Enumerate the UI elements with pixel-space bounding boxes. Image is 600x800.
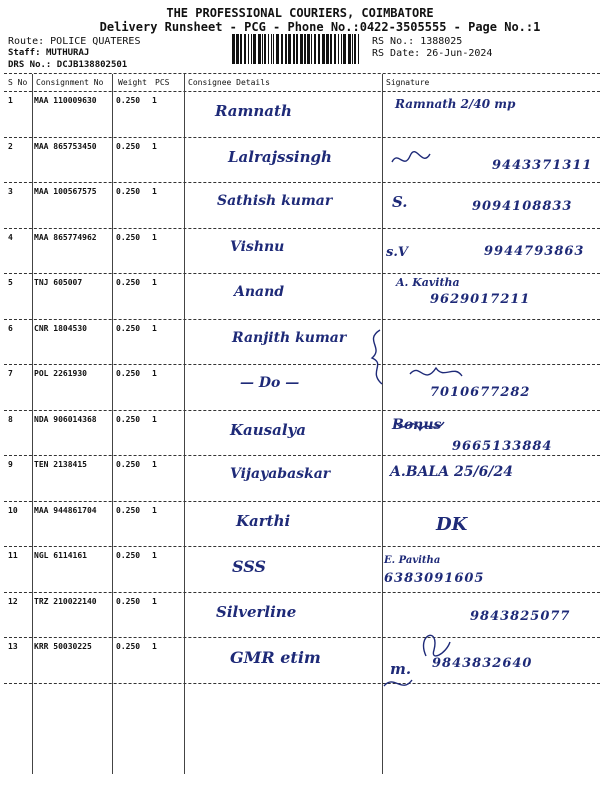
consignment-number: MAA 944861704 <box>34 505 97 515</box>
table-row <box>0 456 600 501</box>
serial-number: 6 <box>8 323 13 333</box>
signature-scribble <box>410 362 470 422</box>
route-line <box>8 36 140 47</box>
consignment-number: NDA 906014368 <box>34 414 97 424</box>
signature-text: m. <box>390 660 412 678</box>
signature-text: E. Pavitha <box>384 555 441 566</box>
pieces-count: 1 <box>152 232 157 242</box>
consignee-name: Ramnath <box>215 102 292 120</box>
serial-number: 8 <box>8 414 13 424</box>
weight-value: 0.250 <box>116 596 141 606</box>
weight-value: 0.250 <box>116 551 141 560</box>
col-sno-header: S No <box>8 78 28 87</box>
consignment-number: TRZ 210022140 <box>34 596 97 606</box>
table-row <box>0 320 600 365</box>
consignee-name: Vishnu <box>230 238 285 255</box>
weight-value: 0.250 <box>116 642 141 651</box>
phone-number: 9629017211 <box>430 292 531 307</box>
table-row <box>0 274 600 319</box>
serial-number: 10 <box>8 505 18 515</box>
consignee-name: Karthi <box>236 511 291 530</box>
col-signature-header: Signature <box>386 78 430 87</box>
signature-text: s.V <box>386 244 408 260</box>
consignment-number: MAA 865753450 <box>34 141 97 151</box>
table-row <box>0 365 600 410</box>
consignment-number: TEN 2138415 <box>34 460 87 469</box>
serial-number: 13 <box>8 642 18 651</box>
pieces-count: 1 <box>152 369 157 378</box>
pieces-count: 1 <box>152 460 157 469</box>
phone-number: 9843832640 <box>432 656 533 671</box>
drs-value: DCJB138802501 <box>56 60 128 70</box>
phone-number: 9094108833 <box>472 199 573 214</box>
table-row <box>0 411 600 456</box>
serial-number: 2 <box>8 141 13 151</box>
signature-text: Bonus <box>392 416 442 433</box>
company-name: THE PROFESSIONAL COURIERS, COIMBATORE <box>166 6 434 20</box>
signature-text: A.BALA 25/6/24 <box>390 464 513 480</box>
consignee-name: Sathish kumar <box>217 193 333 209</box>
weight-value: 0.250 <box>116 187 141 196</box>
consignee-name: GMR etim <box>230 648 321 667</box>
serial-number: 4 <box>8 232 13 242</box>
serial-number: 9 <box>8 460 13 469</box>
consignee-name: Vijayabaskar <box>230 466 331 482</box>
runsheet-title: Delivery Runsheet - PCG - Phone No.:0422-3505555 - Page No.:1 <box>99 20 541 34</box>
table-row <box>0 229 600 274</box>
drs-label: DRS No.: <box>8 60 52 70</box>
rs-date-label: RS Date: <box>372 48 421 59</box>
header-top-rule <box>4 73 600 74</box>
consignee-name: Ranjith kumar <box>232 329 347 346</box>
row-divider <box>4 683 600 684</box>
consignee-name: Silverline <box>216 602 297 621</box>
pieces-count: 1 <box>152 642 157 651</box>
drs-line <box>8 60 127 70</box>
weight-value: 0.250 <box>116 460 141 469</box>
table-row <box>0 92 600 137</box>
pieces-count: 1 <box>152 96 157 105</box>
consignment-number: TNJ 605007 <box>34 278 83 287</box>
signature-scribble <box>384 668 444 728</box>
rs-no-line <box>372 36 462 47</box>
consignment-number: POL 2261930 <box>34 369 87 378</box>
staff-line <box>8 48 89 58</box>
signature-text: A. Kavitha <box>396 276 460 289</box>
weight-value: 0.250 <box>116 323 141 333</box>
table-row <box>0 183 600 228</box>
consignee-name: Lalrajssingh <box>228 147 332 166</box>
table-row <box>0 138 600 183</box>
route-label: Route: <box>8 36 45 47</box>
signature-text: Ramnath 2/40 mp <box>395 97 516 111</box>
consignee-name: SSS <box>232 557 266 576</box>
weight-value: 0.250 <box>116 414 141 424</box>
serial-number: 3 <box>8 187 13 196</box>
rs-no-label: RS No.: <box>372 36 415 47</box>
serial-number: 12 <box>8 596 18 606</box>
staff-value: MUTHURAJ <box>45 48 90 58</box>
signature-scribble <box>396 416 456 476</box>
weight-value: 0.250 <box>116 96 141 105</box>
weight-value: 0.250 <box>116 278 141 287</box>
phone-number: 9843825077 <box>470 608 571 624</box>
signature-scribble <box>392 148 452 208</box>
consignment-number: MAA 865774962 <box>34 232 97 242</box>
phone-number: 9665133884 <box>452 438 553 454</box>
pieces-count: 1 <box>152 278 157 287</box>
weight-value: 0.250 <box>116 369 141 378</box>
consignment-number: CNR 1804530 <box>34 323 87 333</box>
weight-value: 0.250 <box>116 141 141 151</box>
consignment-number: MAA 100567575 <box>34 187 97 196</box>
pieces-count: 1 <box>152 505 157 515</box>
table-row <box>0 502 600 547</box>
col-consignment-header: Consignment No <box>36 78 104 87</box>
col-weight-header: Weight <box>118 78 147 87</box>
col-pcs-header: PCS <box>155 78 170 87</box>
consignee-name: Kausalya <box>230 420 306 439</box>
weight-value: 0.250 <box>116 505 141 515</box>
consignment-number: NGL 6114161 <box>34 551 87 560</box>
col-consignee-header: Consignee Details <box>188 78 270 87</box>
rs-date-line <box>372 48 492 59</box>
pieces-count: 1 <box>152 551 157 560</box>
phone-number: 9443371311 <box>492 157 593 173</box>
serial-number: 5 <box>8 278 13 287</box>
serial-number: 1 <box>8 96 13 105</box>
rs-date-value: 26-Jun-2024 <box>426 48 493 59</box>
consignee-name: Anand <box>234 284 285 300</box>
pieces-count: 1 <box>152 323 157 333</box>
pieces-count: 1 <box>152 141 157 151</box>
consignment-number: MAA 110009630 <box>34 96 97 105</box>
pieces-count: 1 <box>152 414 157 424</box>
signature-text: DK <box>436 513 468 535</box>
weight-value: 0.250 <box>116 232 141 242</box>
pieces-count: 1 <box>152 596 157 606</box>
table-row <box>0 638 600 683</box>
route-value: POLICE QUATERES <box>50 36 141 47</box>
serial-number: 11 <box>8 551 18 560</box>
pieces-count: 1 <box>152 187 157 196</box>
phone-number: 6383091605 <box>384 571 485 586</box>
consignee-name: — Do — <box>240 375 300 391</box>
table-row <box>0 547 600 592</box>
staff-label: Staff: <box>8 48 41 58</box>
phone-number: 7010677282 <box>430 385 531 400</box>
barcode-image <box>232 34 362 64</box>
rs-no-value: 1388025 <box>420 36 463 47</box>
signature-text: S. <box>392 193 408 211</box>
serial-number: 7 <box>8 369 13 378</box>
phone-number: 9944793863 <box>484 243 585 259</box>
consignment-number: KRR 50030225 <box>34 642 92 651</box>
table-row <box>0 593 600 638</box>
